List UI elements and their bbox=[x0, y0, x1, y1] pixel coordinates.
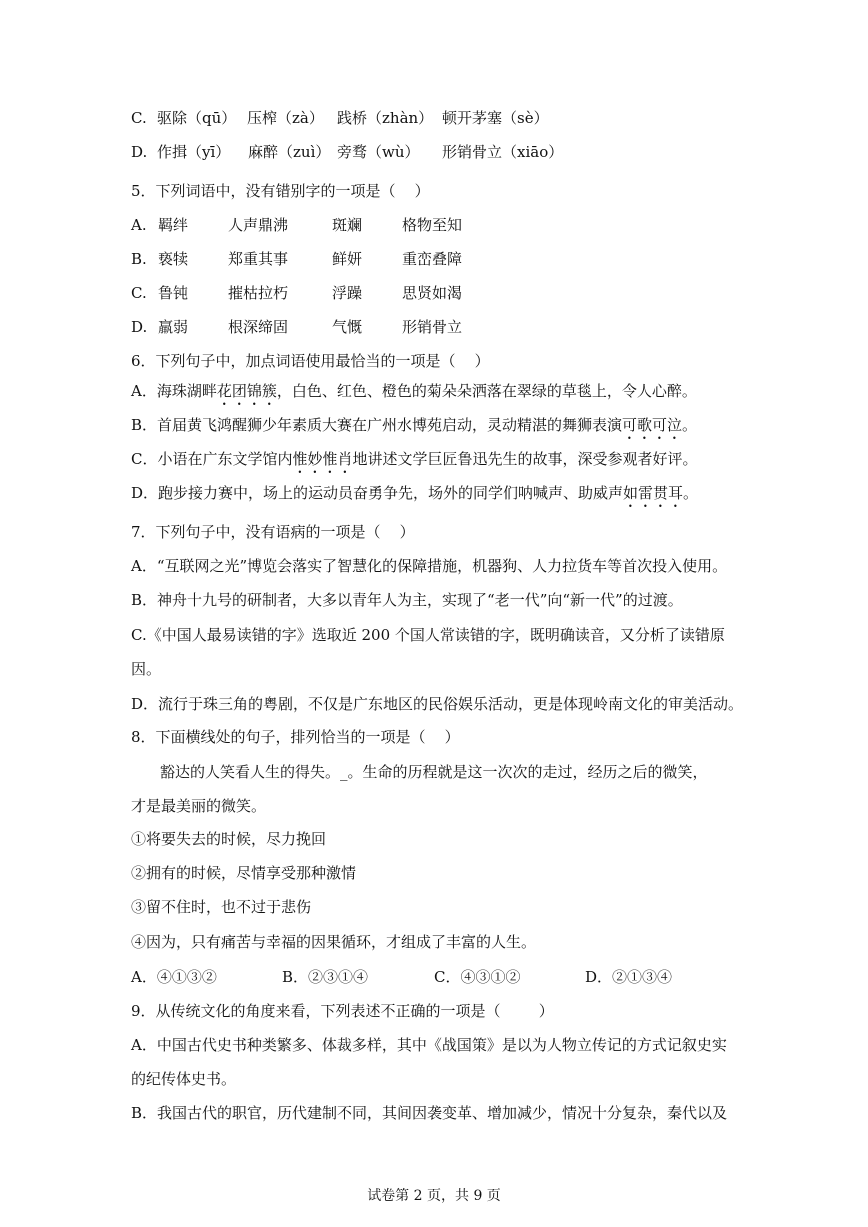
page-footer: 试卷第 2 页，共 9 页 bbox=[367, 1188, 501, 1204]
option-word: 格物至知 bbox=[402, 216, 463, 234]
option-word: 压榨（zà） bbox=[247, 109, 324, 127]
q7-option-c-cont: 因。 bbox=[131, 660, 162, 678]
dotted-phrase: 花团锦簇 bbox=[216, 382, 277, 400]
option-word: 作揖（yī） bbox=[157, 143, 231, 161]
option-word: 形销骨立（xiāo） bbox=[442, 143, 564, 161]
q8-passage-line2: 才是最美丽的微笑。 bbox=[131, 797, 267, 815]
option-label: D. bbox=[131, 143, 148, 161]
q7-option-a: A．“互联网之光”博览会落实了智慧化的保障措施，机器狗、人力拉货车等首次投入使用。 bbox=[131, 557, 728, 575]
option-word: 践桥（zhàn） bbox=[337, 109, 434, 127]
option-word: 顿开茅塞（sè） bbox=[442, 109, 549, 127]
q9-option-a-cont: 的纪传体史书。 bbox=[131, 1070, 237, 1088]
option-word: 亵犊 bbox=[158, 250, 189, 268]
sentence-text: B．首届黄飞鸿醒狮少年素质大赛在广州水博苑启动，灵动精湛的舞狮表演 bbox=[131, 416, 623, 434]
sentence-text: ，白色、红色、橙色的菊朵朵洒落在翠绿的草毯上，令人心醉。 bbox=[276, 382, 697, 400]
option-word: 鲁钝 bbox=[158, 284, 189, 302]
q9-option-b: B．我国古代的职官，历代建制不同，其间因袭变革、增加减少，情况十分复杂，秦代以及 bbox=[131, 1104, 728, 1122]
q7-option-b: B．神舟十九号的研制者，大多以青年人为主，实现了“老一代”向“新一代”的过渡。 bbox=[131, 591, 683, 609]
option-word: 浮躁 bbox=[332, 284, 363, 302]
q8-option-a: A．④①③② bbox=[131, 968, 217, 986]
sentence-text: 。 bbox=[683, 484, 699, 502]
option-word: 斑斓 bbox=[332, 216, 363, 234]
option-word: 人声鼎沸 bbox=[228, 216, 289, 234]
option-label: C. bbox=[131, 109, 147, 127]
option-word: 麻醉（zuì） bbox=[248, 143, 331, 161]
q8-item-4: ④因为，只有痛苦与幸福的因果循环，才组成了丰富的人生。 bbox=[131, 933, 537, 951]
option-word: 驱除（qū） bbox=[157, 109, 237, 127]
option-label: B. bbox=[131, 250, 147, 268]
sentence-text: 。 bbox=[682, 416, 698, 434]
option-word: 摧枯拉朽 bbox=[228, 284, 289, 302]
option-label: A. bbox=[131, 216, 147, 234]
q6-option-d bbox=[131, 483, 698, 511]
question-7-stem: 7．下列句子中，没有语病的一项是（ ） bbox=[131, 523, 415, 541]
question-8-stem: 8．下面横线处的句子，排列恰当的一项是（ ） bbox=[131, 728, 460, 746]
q6-option-c bbox=[131, 449, 698, 477]
q6-option-b bbox=[131, 415, 697, 443]
q8-item-2: ②拥有的时候，尽情享受那种激情 bbox=[131, 864, 357, 882]
q8-passage-line1: 豁达的人笑看人生的得失。_。生命的历程就是这一次次的走过，经历之后的微笑， bbox=[160, 763, 708, 781]
option-word: 思贤如渴 bbox=[402, 284, 463, 302]
dotted-phrase: 如雷贯耳 bbox=[623, 484, 684, 502]
sentence-text: C．小语在广东文学馆内 bbox=[131, 450, 293, 468]
sentence-text: 地讲述文学巨匠鲁迅先生的故事，深受参观者好评。 bbox=[352, 450, 698, 468]
q8-item-3: ③留不住时，也不过于悲伤 bbox=[131, 898, 312, 916]
option-word: 气慨 bbox=[332, 318, 363, 336]
q8-option-c: C．④③①② bbox=[434, 968, 521, 986]
dotted-phrase: 惟妙惟肖 bbox=[292, 450, 353, 468]
sentence-text: D．跑步接力赛中，场上的运动员奋勇争先，场外的同学们呐喊声、助威声 bbox=[131, 484, 624, 502]
sentence-text: A．海珠湖畔 bbox=[131, 382, 217, 400]
option-word: 郑重其事 bbox=[228, 250, 289, 268]
question-5-stem: 5．下列词语中，没有错别字的一项是（ ） bbox=[131, 182, 430, 200]
q8-option-b: B．②③①④ bbox=[282, 968, 369, 986]
option-word: 鲜妍 bbox=[332, 250, 363, 268]
option-word: 根深缔固 bbox=[228, 318, 289, 336]
q8-item-1: ①将要失去的时候，尽力挽回 bbox=[131, 830, 327, 848]
option-word: 旁骛（wù） bbox=[337, 143, 420, 161]
option-word: 羁绊 bbox=[158, 216, 189, 234]
option-word: 羸弱 bbox=[158, 318, 189, 336]
question-6-stem: 6．下列句子中，加点词语使用最恰当的一项是（ ） bbox=[131, 352, 490, 370]
question-9-stem: 9．从传统文化的角度来看，下列表述不正确的一项是（ ） bbox=[131, 1002, 554, 1020]
q7-option-d: D．流行于珠三角的粤剧，不仅是广东地区的民俗娱乐活动，更是体现岭南文化的审美活动。 bbox=[131, 695, 744, 713]
q7-option-c: C.《中国人最易读错的字》选取近 200 个国人常读错的字，既明确读音，又分析了读错原 bbox=[131, 626, 725, 644]
option-label: D. bbox=[131, 318, 148, 336]
q6-option-a bbox=[131, 381, 697, 409]
option-word: 重峦叠障 bbox=[402, 250, 463, 268]
option-label: C. bbox=[131, 284, 147, 302]
q8-option-d: D．②①③④ bbox=[585, 968, 673, 986]
option-word: 形销骨立 bbox=[402, 318, 463, 336]
dotted-phrase: 可歌可泣 bbox=[622, 416, 683, 434]
q9-option-a: A．中国古代史书种类繁多、体裁多样，其中《战国策》是以为人物立传记的方式记叙史实 bbox=[131, 1036, 727, 1054]
